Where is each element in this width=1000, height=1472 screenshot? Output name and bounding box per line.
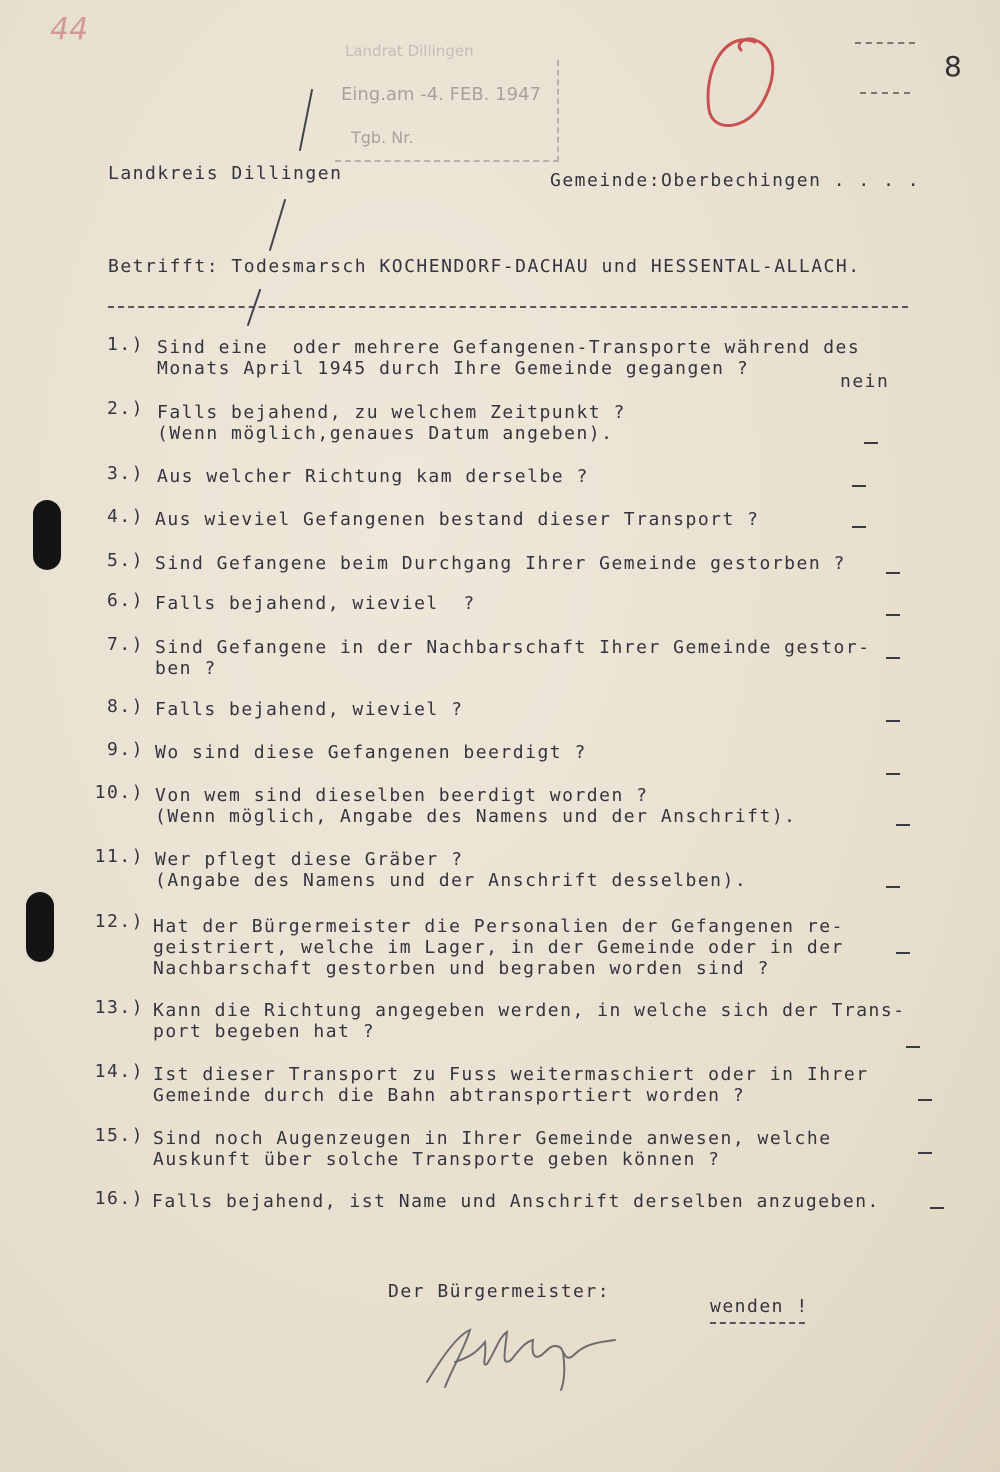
question-text: Kann die Richtung angegeben werden, in welche sich der Trans- port begeben hat ? bbox=[153, 1000, 906, 1042]
question-number: 10.) bbox=[94, 782, 144, 803]
binder-hole bbox=[33, 500, 61, 570]
turn-over-note: wenden ! bbox=[710, 1296, 809, 1317]
question-text: Von wem sind dieselben beerdigt worden ? (Wenn möglich, Angabe des Namens und der Anschrift). bbox=[155, 785, 797, 827]
answer-dash bbox=[886, 572, 900, 574]
stamp-top-line: Landrat Dillingen bbox=[345, 42, 474, 60]
question-number: 9.) bbox=[106, 739, 144, 760]
turn-over-underline bbox=[710, 1322, 805, 1324]
question-number: 11.) bbox=[94, 846, 144, 867]
question-text: Ist dieser Transport zu Fuss weitermaschiert oder in Ihrer Gemeinde durch die Bahn abtransportiert worden ? bbox=[153, 1064, 869, 1106]
question-text: Aus wieviel Gefangenen bestand dieser Transport ? bbox=[155, 509, 760, 530]
question-text: Wo sind diese Gefangenen beerdigt ? bbox=[155, 742, 587, 763]
question-text: Aus welcher Richtung kam derselbe ? bbox=[157, 466, 589, 487]
question-number: 7.) bbox=[106, 634, 144, 655]
received-stamp bbox=[335, 42, 559, 162]
question-number: 13.) bbox=[94, 997, 144, 1018]
question-number: 4.) bbox=[106, 506, 144, 527]
top-dash-mark bbox=[855, 42, 915, 44]
answer-dash bbox=[918, 1099, 932, 1101]
separator-line bbox=[108, 306, 908, 308]
answer-dash bbox=[896, 824, 910, 826]
corner-note: 44 bbox=[50, 12, 89, 47]
signature-label: Der Bürgermeister: bbox=[388, 1281, 611, 1302]
answer-dash bbox=[886, 886, 900, 888]
answer-1: nein bbox=[840, 371, 890, 392]
handwritten-signature bbox=[415, 1312, 635, 1397]
question-number: 5.) bbox=[106, 550, 144, 571]
answer-dash bbox=[886, 614, 900, 616]
answer-dash bbox=[852, 485, 866, 487]
stamp-received-date: Eing.am -4. FEB. 1947 bbox=[341, 84, 541, 105]
question-number: 15.) bbox=[94, 1125, 144, 1146]
question-number: 1.) bbox=[106, 334, 144, 355]
municipality-label: Gemeinde:Oberbechingen . . . . bbox=[550, 170, 921, 191]
stamp-journal-number: Tgb. Nr. bbox=[351, 128, 414, 147]
question-number: 8.) bbox=[106, 696, 144, 717]
question-number: 2.) bbox=[106, 398, 144, 419]
red-pencil-mark bbox=[695, 30, 790, 135]
question-text: Falls bejahend, wieviel ? bbox=[155, 699, 464, 720]
question-text: Sind Gefangene in der Nachbarschaft Ihrer Gemeinde gestor- ben ? bbox=[155, 637, 871, 679]
question-number: 3.) bbox=[106, 463, 144, 484]
question-text: Sind Gefangene beim Durchgang Ihrer Gemeinde gestorben ? bbox=[155, 553, 846, 574]
answer-dash bbox=[886, 720, 900, 722]
answer-dash bbox=[864, 442, 878, 444]
question-text: Sind eine oder mehrere Gefangenen-Transporte während des Monats April 1945 durch Ihre Gemeinde gegangen ? bbox=[157, 337, 861, 379]
question-number: 16.) bbox=[94, 1188, 144, 1209]
district-label: Landkreis Dillingen bbox=[108, 163, 343, 184]
answer-dash bbox=[906, 1046, 920, 1048]
answer-dash bbox=[886, 657, 900, 659]
question-number: 12.) bbox=[94, 911, 144, 932]
question-text: Falls bejahend, wieviel ? bbox=[155, 593, 476, 614]
question-text: Hat der Bürgermeister die Personalien der Gefangenen re- geistriert, welche im Lager, in der Gemeinde oder in der Nachbarschaft gestorben und begraben worden sind ? bbox=[153, 916, 844, 979]
answer-dash bbox=[930, 1207, 944, 1209]
question-text: Wer pflegt diese Gräber ? (Angabe des Namens und der Anschrift desselben). bbox=[155, 849, 748, 891]
answer-dash bbox=[896, 952, 910, 954]
pencil-stroke-marks bbox=[230, 80, 350, 330]
answer-dash bbox=[918, 1152, 932, 1154]
question-text: Sind noch Augenzeugen in Ihrer Gemeinde anwesen, welche Auskunft über solche Transporte geben können ? bbox=[153, 1128, 832, 1170]
top-dash-mark-2 bbox=[860, 92, 910, 94]
subject-line: Betrifft: Todesmarsch KOCHENDORF-DACHAU und HESSENTAL-ALLACH. bbox=[108, 256, 861, 277]
question-number: 6.) bbox=[106, 590, 144, 611]
question-text: Falls bejahend, ist Name und Anschrift derselben anzugeben. bbox=[152, 1191, 880, 1212]
answer-dash bbox=[852, 526, 866, 528]
binder-hole bbox=[26, 892, 54, 962]
question-text: Falls bejahend, zu welchem Zeitpunkt ? (Wenn möglich,genaues Datum angeben). bbox=[157, 402, 626, 444]
answer-dash bbox=[886, 773, 900, 775]
page-number: 8 bbox=[944, 50, 962, 83]
question-number: 14.) bbox=[94, 1061, 144, 1082]
